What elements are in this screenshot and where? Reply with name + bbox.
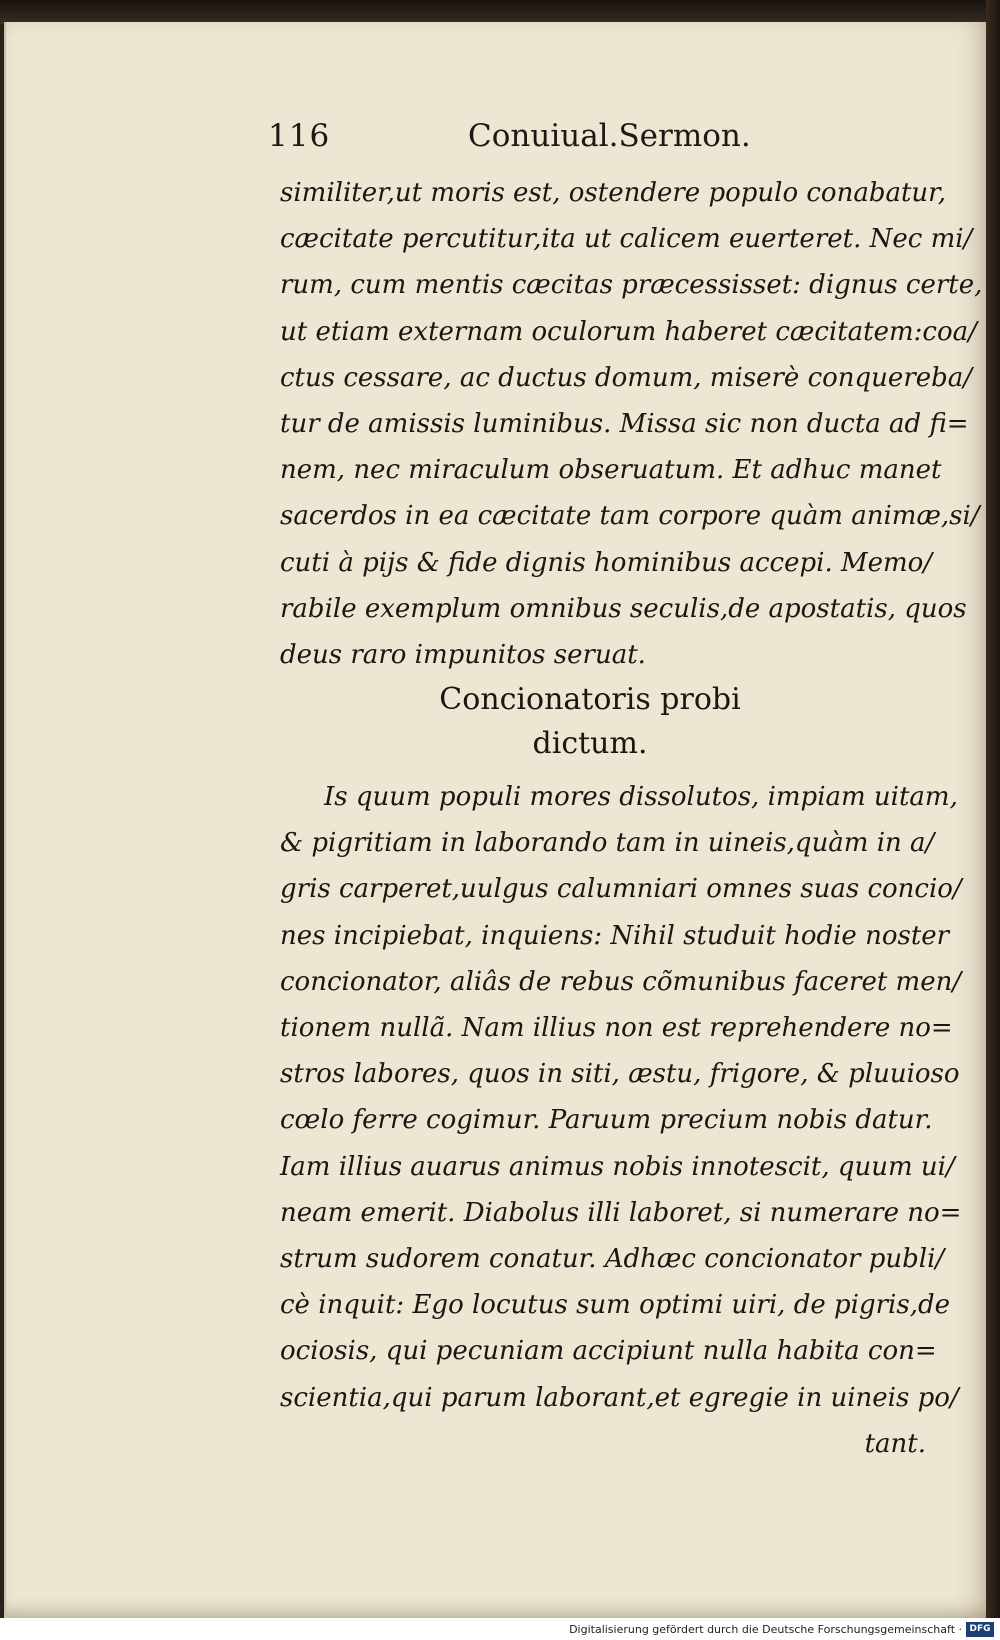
spacer [280,766,940,774]
page-number: 116 [268,118,331,154]
text-line: strum sudorem conatur. Adhæc concionator publi/ [280,1243,945,1274]
section-title-line-1: Concionatoris probi [439,682,741,718]
text-line: Is quum populi mores dissolutos, impiam uitam, [324,782,958,813]
text-line: neam emerit. Diabolus illi laboret, si numerare no= [280,1197,962,1228]
footer-credit: Digitalisierung gefördert durch die Deutsche Forschungsgemeinschaft · [569,1623,962,1636]
text-line: ut etiam externam oculorum haberet cæcitatem:coa/ [280,316,977,347]
text-line: cè inquit: Ego locutus sum optimi uiri, de pigris,de [280,1290,950,1321]
running-title: Conuiual.Sermon. [468,118,751,154]
text-line: cæcitate percutitur,ita ut calicem euerteret. Nec mi/ [280,224,973,255]
section-title-line-2: dictum. [532,726,648,762]
scan-background-top [0,0,1000,24]
page-body [280,170,983,1467]
text-line: Iam illius auarus animus nobis innotescit, quum ui/ [280,1151,955,1182]
text-line: concionator, aliâs de rebus cõmunibus faceret men/ [280,966,962,997]
text-line: ctus cessare, ac ductus domum, miserè conquereba/ [280,362,973,393]
footer-bar [0,1618,1000,1640]
text-line: sacerdos in ea cæcitate tam corpore quàm animæ,si/ [280,501,980,532]
text-line: deus raro impunitos seruat. [280,639,646,670]
text-line: cuti à pijs & fide dignis hominibus accepi. Memo/ [280,547,933,578]
text-line: tur de amissis luminibus. Missa sic non ducta ad fi= [280,408,969,439]
text-line: ociosis, qui pecuniam accipiunt nulla habita con= [280,1336,937,1367]
text-line: rum, cum mentis cæcitas præcessisset: dignus certe, [280,270,983,301]
book-edge [986,0,1000,1640]
text-line: & pigritiam in laborando tam in uineis,quàm in a/ [280,828,935,859]
paragraph-1 [280,170,983,678]
dfg-logo-icon: DFG [966,1622,994,1637]
paragraph-2 [280,774,962,1467]
text-line-last: tant. [864,1428,926,1459]
section-heading [280,678,940,766]
text-line: stros labores, quos in siti, æstu, frigore, & pluuioso [280,1059,960,1090]
text-line: cœlo ferre cogimur. Paruum precium nobis datur. [280,1105,933,1136]
text-line: nes incipiebat, inquiens: Nihil studuit hodie noster [280,920,950,951]
text-line: rabile exemplum omnibus seculis,de apostatis, quos [280,593,967,624]
text-line: nem, nec miraculum obseruatum. Et adhuc manet [280,455,942,486]
page-header [258,118,798,162]
text-line: gris carperet,uulgus calumniari omnes suas concio/ [280,874,962,905]
text-line: similiter,ut moris est, ostendere populo conabatur, [280,178,946,208]
text-line: scientia,qui parum laborant,et egregie in uineis po/ [280,1382,959,1413]
text-line: tionem nullã. Nam illius non est reprehendere no= [280,1013,953,1043]
